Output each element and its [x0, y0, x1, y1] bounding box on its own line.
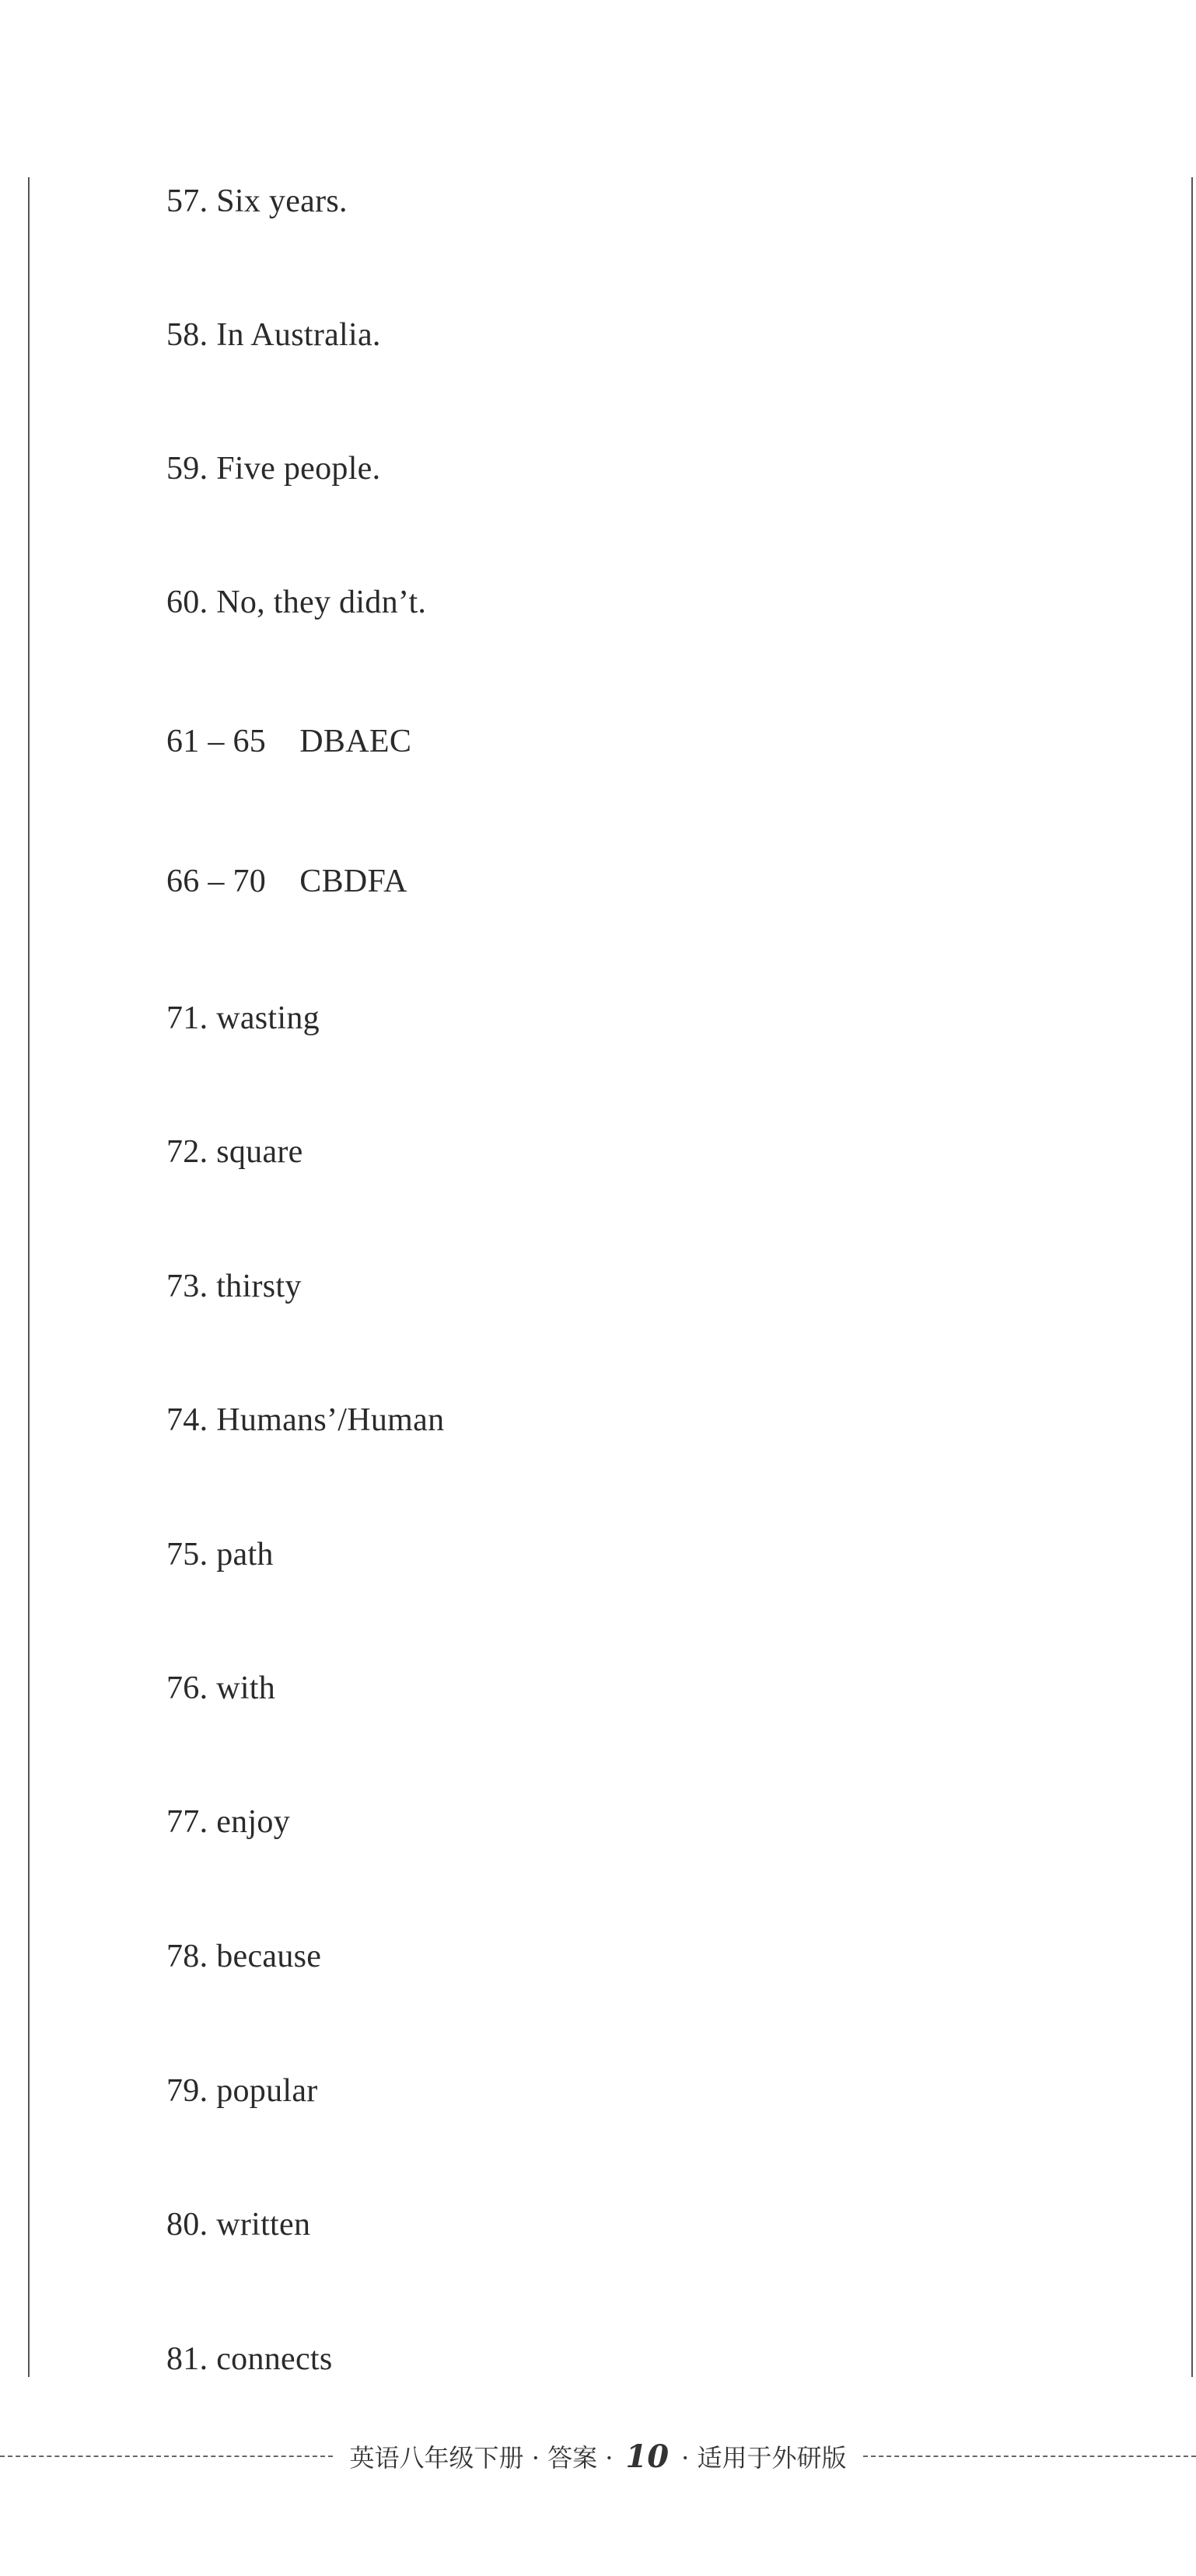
answer-61-65: 61 – 65 DBAEC	[166, 724, 412, 759]
footer-dashed-rule-right	[863, 2456, 1196, 2457]
page-number: 10	[625, 2438, 670, 2475]
answer-59: 59. Five people.	[166, 451, 381, 487]
answer-80: 80. written	[166, 2207, 311, 2243]
answer-71: 71. wasting	[166, 1000, 320, 1036]
answer-81: 81. connects	[166, 2341, 333, 2377]
footer-caption	[350, 2438, 847, 2475]
answer-60: 60. No, they didn’t.	[166, 585, 427, 620]
answer-78: 78. because	[166, 1939, 322, 1974]
answer-74: 74. Humans’/Human	[166, 1402, 445, 1438]
answer-76: 76. with	[166, 1670, 276, 1706]
answer-73: 73. thirsty	[166, 1269, 302, 1304]
answer-58: 58. In Australia.	[166, 317, 381, 353]
answer-79: 79. popular	[166, 2073, 318, 2109]
footer-edition: · 适用于外研版	[681, 2443, 847, 2473]
answer-77: 77. enjoy	[166, 1804, 291, 1840]
footer-dashed-rule-left	[0, 2456, 333, 2457]
answer-57: 57. Six years.	[166, 183, 348, 219]
footer-book-title: 英语八年级下册 · 答案 ·	[349, 2443, 614, 2473]
answer-66-70: 66 – 70 CBDFA	[166, 864, 407, 899]
answer-75: 75. path	[166, 1537, 274, 1572]
answer-72: 72. square	[166, 1134, 303, 1170]
page-footer	[0, 2433, 1196, 2480]
